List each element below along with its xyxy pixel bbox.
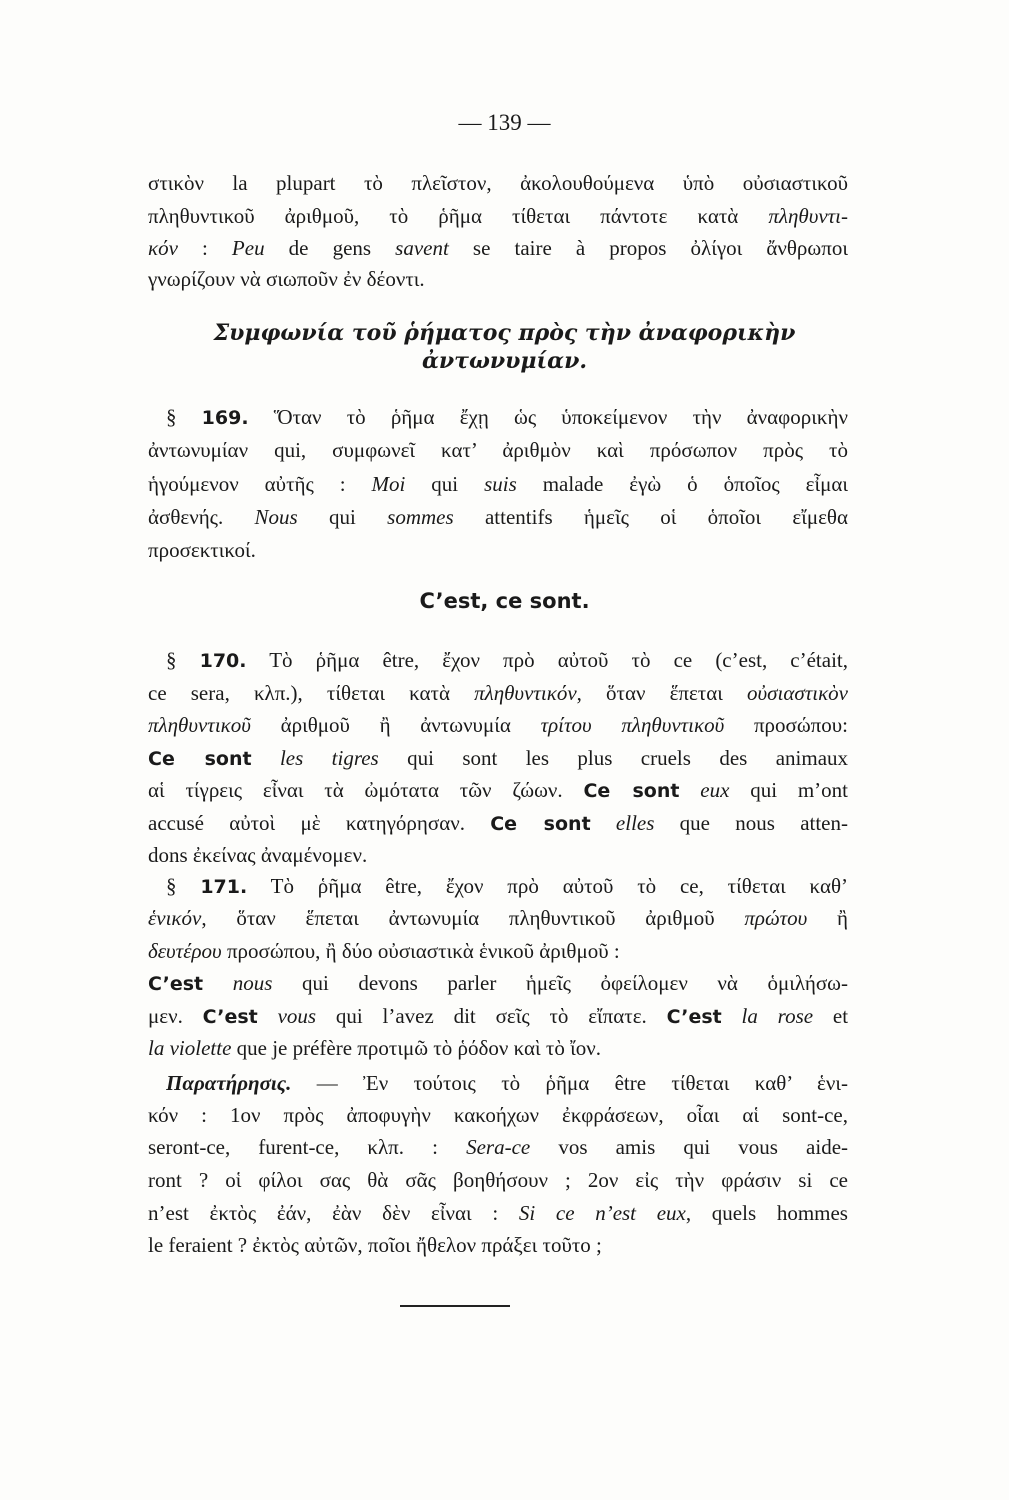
text-run: qui sont les plus cruels des animaux [378, 746, 848, 770]
text-run: Τὸ ῥῆμα être, ἔχον πρὸ αὐτοῦ τὸ ce (c’est, c’était, [246, 648, 848, 672]
text-run [252, 746, 280, 770]
text-run: § [166, 874, 201, 898]
text-run: μεν. [148, 1004, 203, 1028]
text-run: προσώπου: [724, 713, 848, 737]
text-run: eux [700, 778, 730, 802]
text-run: 170. [199, 650, 247, 672]
text-run: στικὸν la plupart τὸ πλεῖστον, ἀκολουθούμενα ὑπὸ οὐσιαστικοῦ [148, 171, 848, 195]
section-heading-line-1: Συμφωνία τοῦ ῥήματος πρὸς τὴν ἀναφορικὴν [213, 320, 796, 346]
text-run: § [166, 405, 202, 429]
text-line [166, 646, 848, 674]
text-line [148, 265, 848, 293]
text-run: dons ἐκείνας ἀναμένομεν. [148, 843, 368, 867]
text-run: ἢ [807, 906, 848, 930]
text-run: Nous [254, 505, 298, 529]
section-heading-line-2: ἀντωνυμίαν. [421, 348, 588, 374]
text-line [148, 436, 848, 464]
text-run: C’est [202, 1006, 258, 1028]
text-run: qui [405, 472, 485, 496]
text-run: C’est [148, 973, 204, 995]
text-line [148, 937, 848, 965]
text-run: et [813, 1004, 848, 1028]
text-line [148, 503, 848, 531]
text-run: savent [395, 236, 449, 260]
text-run: que nous atten- [654, 811, 848, 835]
text-run: qui devons parler ἡμεῖς ὀφείλομεν νὰ ὁμιλήσω- [272, 971, 848, 995]
text-run: accusé αὐτοὶ μὲ κατηγόρησαν. [148, 811, 491, 835]
text-line [148, 1034, 848, 1062]
text-run: C’est [666, 1006, 722, 1028]
text-run: qui m’ont [729, 778, 848, 802]
text-line [148, 841, 848, 869]
text-run: Παρατήρησις. [166, 1071, 292, 1095]
text-run: ἡγούμενον αὐτῆς : [148, 472, 372, 496]
text-run: — Ἐν τούτοις τὸ ῥῆμα être τίθεται καθ’ ἑνι- [291, 1071, 848, 1095]
text-line [166, 872, 848, 900]
text-run [203, 971, 233, 995]
text-run: , quels hommes [685, 1201, 848, 1225]
text-line [148, 1231, 848, 1259]
text-line [148, 202, 848, 230]
text-run: nous [232, 971, 273, 995]
text-run: ἀσθενής. [148, 505, 255, 529]
text-run: de gens [264, 236, 396, 260]
text-run: le feraient ? ἐκτὸς αὐτῶν, ποῖοι ἤθελον πράξει τοῦτο ; [148, 1233, 602, 1257]
text-line [148, 1166, 848, 1194]
text-run: πληθυντι- [768, 204, 848, 228]
text-line [148, 679, 848, 707]
text-run: ront ? οἱ φίλοι σας θὰ σᾶς βοηθήσουν ; 2ον εἰς τὴν φράσιν si ce [148, 1168, 848, 1192]
text-run: qui l’avez dit σεῖς τὸ εἴπατε. [316, 1004, 667, 1028]
text-run: , ὅταν ἕπεται ἀντωνυμία πληθυντικοῦ ἀριθμοῦ [201, 906, 745, 930]
text-line [148, 1101, 848, 1129]
text-run: Si ce n’est eux [518, 1201, 686, 1225]
text-run: la violette [148, 1036, 232, 1060]
text-line [148, 809, 848, 837]
text-run [679, 778, 700, 802]
text-run: 169. [201, 407, 249, 429]
text-run: προσεκτικοί. [148, 538, 256, 562]
text-run: πρώτου [744, 906, 808, 930]
text-run: Ce sont [490, 813, 591, 835]
text-run: Τὸ ῥῆμα être, ἔχον πρὸ αὐτοῦ τὸ ce, τίθεται καθ’ [247, 874, 848, 898]
text-run: , ὅταν ἕπεται [576, 681, 748, 705]
text-run: se taire à propos ὀλίγοι ἄνθρωποι [448, 236, 848, 260]
text-run: la rose [741, 1004, 814, 1028]
text-run: Moi [371, 472, 406, 496]
text-run: ἀριθμοῦ ἢ ἀντωνυμία [250, 713, 541, 737]
text-line [148, 234, 848, 262]
text-run: § [166, 648, 200, 672]
text-run [591, 811, 616, 835]
text-run: suis [484, 472, 517, 496]
text-line [148, 1133, 848, 1161]
text-run: : [177, 236, 232, 260]
text-run: attentifs ἡμεῖς οἱ ὁποῖοι εἴμεθα [453, 505, 848, 529]
text-run [722, 1004, 742, 1028]
subsection-heading: C’est, ce sont. [419, 589, 590, 613]
text-run: Ὅταν τὸ ῥῆμα ἔχῃ ὡς ὑποκείμενον τὴν ἀναφορικὴν [248, 405, 848, 429]
text-run: πληθυντικόν [474, 681, 577, 705]
text-run: προσώπου, ἢ δύο οὐσιαστικὰ ἑνικοῦ ἀριθμοῦ : [221, 939, 620, 963]
text-line [148, 1002, 848, 1030]
text-run: πληθυντικοῦ ἀριθμοῦ, τὸ ῥῆμα τίθεται πάντοτε κατὰ [148, 204, 769, 228]
text-run: sommes [387, 505, 454, 529]
text-run: ἑνικόν [148, 906, 202, 930]
text-run: elles [615, 811, 655, 835]
text-line [148, 169, 848, 197]
text-run: κόν [148, 236, 178, 260]
text-line [148, 711, 848, 739]
text-line [148, 536, 848, 564]
text-line [148, 470, 848, 498]
text-run: Peu [231, 236, 265, 260]
page-number: — 139 — [458, 110, 551, 135]
text-run: Sera-ce [466, 1135, 531, 1159]
text-run: que je préfère προτιμῶ τὸ ῥόδον καὶ τὸ ἴον. [231, 1036, 602, 1060]
text-run: vous [277, 1004, 317, 1028]
text-run: 171. [200, 876, 248, 898]
text-run: πληθυντικοῦ [148, 713, 251, 737]
text-run: n’est ἐκτὸς ἐάν, ἐὰν δὲν εἶναι : [148, 1201, 519, 1225]
text-line [166, 403, 848, 431]
end-rule-divider [400, 1305, 510, 1307]
text-line [148, 776, 848, 804]
text-run: Ce sont [583, 780, 680, 802]
text-line [148, 969, 848, 997]
text-run: les tigres [279, 746, 379, 770]
text-run: seront-ce, furent-ce, κλπ. : [148, 1135, 467, 1159]
text-run: qui [297, 505, 388, 529]
text-run: ἀντωνυμίαν qui, συμφωνεῖ κατ’ ἀριθμὸν καὶ πρόσωπον πρὸς τὸ [148, 438, 848, 462]
text-run: οὐσιαστικὸν [747, 681, 848, 705]
text-line [148, 904, 848, 932]
text-run [258, 1004, 278, 1028]
text-line [148, 1199, 848, 1227]
text-run: ce sera, κλπ.), τίθεται κατὰ [148, 681, 475, 705]
text-line [148, 744, 848, 772]
text-run: κόν : 1ον πρὸς ἀποφυγὴν κακοήχων ἐκφράσεων, οἷαι αἱ sont-ce, [148, 1103, 848, 1127]
text-run: δευτέρου [148, 939, 222, 963]
text-run: malade ἐγὼ ὁ ὁποῖος εἶμαι [516, 472, 848, 496]
text-run: αἱ τίγρεις εἶναι τὰ ὠμότατα τῶν ζώων. [148, 778, 584, 802]
text-run: Ce sont [148, 748, 252, 770]
text-run: γνωρίζουν νὰ σιωποῦν ἐν δέοντι. [148, 267, 425, 291]
text-run: τρίτου πληθυντικοῦ [540, 713, 725, 737]
text-run: vos amis qui vous aide- [530, 1135, 848, 1159]
text-line [166, 1069, 848, 1097]
